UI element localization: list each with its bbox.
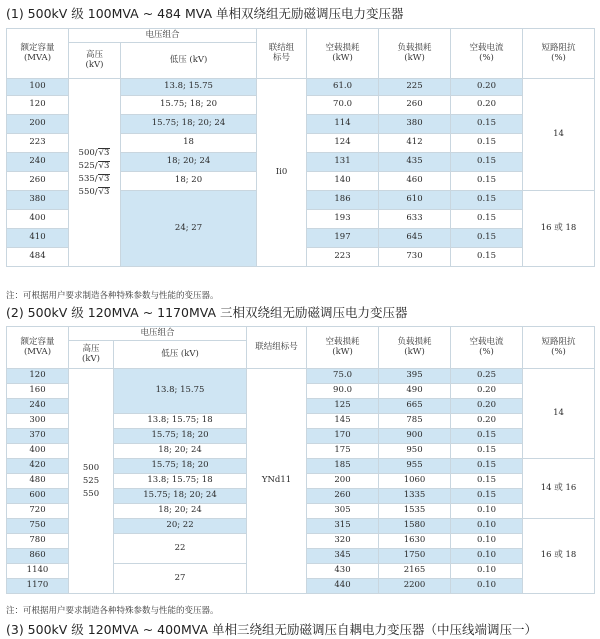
current-cell: 0.10 (451, 564, 523, 579)
lv-cell: 27 (114, 564, 247, 594)
capacity-cell: 100 (7, 79, 69, 96)
load-cell: 730 (379, 248, 451, 267)
section3-title: (3) 500kV 级 120MVA ~ 400MVA 单相三绕组无励磁调压自耦电力变压器（中压线端调压一） (6, 622, 538, 637)
current-cell: 0.15 (451, 229, 523, 248)
voltage-group-header: 电压组合 (69, 29, 257, 43)
current-cell: 0.10 (451, 549, 523, 564)
capacity-cell: 160 (7, 384, 69, 399)
current-cell: 0.10 (451, 519, 523, 534)
voltage-group-header: 电压组合 (69, 327, 247, 341)
lv-header: 低压 (kV) (114, 341, 247, 369)
hv-header: 高压 (kV) (69, 43, 121, 79)
noload-cell: 320 (307, 534, 379, 549)
capacity-cell: 223 (7, 134, 69, 153)
impedance-cell: 14 (523, 369, 595, 459)
lv-cell: 18; 20 (121, 172, 257, 191)
section1-note: 注：可根据用户要求制造各种特殊参数与性能的变压器。 (6, 291, 219, 301)
section1-table (6, 28, 595, 267)
capacity-cell: 400 (7, 210, 69, 229)
current-cell: 0.15 (451, 489, 523, 504)
current-cell: 0.15 (451, 153, 523, 172)
load-cell: 1630 (379, 534, 451, 549)
noload-cell: 345 (307, 549, 379, 564)
current-cell: 0.15 (451, 191, 523, 210)
load-loss-header: 负载损耗 (kW) (379, 327, 451, 369)
current-cell: 0.20 (451, 96, 523, 115)
capacity-cell: 240 (7, 153, 69, 172)
load-loss-header: 负载损耗 (kW) (379, 29, 451, 79)
impedance-cell: 14 (523, 79, 595, 191)
noload-cell: 70.0 (307, 96, 379, 115)
capacity-cell: 860 (7, 549, 69, 564)
capacity-cell: 410 (7, 229, 69, 248)
connection-header: 联结组 标号 (257, 29, 307, 79)
noload-cell: 315 (307, 519, 379, 534)
noload-cell: 124 (307, 134, 379, 153)
impedance-cell: 14 或 16 (523, 459, 595, 519)
lv-cell: 20; 22 (114, 519, 247, 534)
capacity-cell: 420 (7, 459, 69, 474)
noload-cell: 61.0 (307, 79, 379, 96)
connection-cell: Ii0 (257, 79, 307, 267)
section2-note: 注：可根据用户要求制造各种特殊参数与性能的变压器。 (6, 606, 219, 616)
load-cell: 610 (379, 191, 451, 210)
section1-title: (1) 500kV 级 100MVA ~ 484 MVA 单相双绕组无励磁调压电力变压器 (6, 6, 404, 21)
current-cell: 0.15 (451, 210, 523, 229)
lv-cell: 13.8; 15.75 (114, 369, 247, 414)
current-cell: 0.25 (451, 369, 523, 384)
current-cell: 0.10 (451, 579, 523, 594)
lv-cell: 13.8; 15.75; 18 (114, 474, 247, 489)
load-cell: 490 (379, 384, 451, 399)
current-cell: 0.20 (451, 79, 523, 96)
noload-cell: 185 (307, 459, 379, 474)
load-cell: 412 (379, 134, 451, 153)
load-cell: 950 (379, 444, 451, 459)
noload-current-header: 空载电流 (%) (451, 327, 523, 369)
noload-cell: 145 (307, 414, 379, 429)
current-cell: 0.10 (451, 504, 523, 519)
load-cell: 665 (379, 399, 451, 414)
current-cell: 0.15 (451, 172, 523, 191)
lv-header: 低压 (kV) (121, 43, 257, 79)
current-cell: 0.15 (451, 444, 523, 459)
noload-cell: 114 (307, 115, 379, 134)
lv-cell: 15.75; 18; 20; 24 (114, 489, 247, 504)
noload-cell: 440 (307, 579, 379, 594)
capacity-cell: 484 (7, 248, 69, 267)
load-cell: 1535 (379, 504, 451, 519)
capacity-header: 额定容量 (MVA) (7, 327, 69, 369)
current-cell: 0.15 (451, 429, 523, 444)
current-cell: 0.15 (451, 115, 523, 134)
lv-cell: 13.8; 15.75; 18 (114, 414, 247, 429)
noload-cell: 131 (307, 153, 379, 172)
capacity-cell: 480 (7, 474, 69, 489)
load-cell: 460 (379, 172, 451, 191)
load-cell: 633 (379, 210, 451, 229)
load-cell: 380 (379, 115, 451, 134)
impedance-header: 短路阻抗 (%) (523, 327, 595, 369)
capacity-cell: 200 (7, 115, 69, 134)
lv-cell: 15.75; 18; 20; 24 (121, 115, 257, 134)
load-cell: 955 (379, 459, 451, 474)
lv-cell: 18; 20; 24 (114, 444, 247, 459)
capacity-cell: 300 (7, 414, 69, 429)
noload-cell: 305 (307, 504, 379, 519)
hv-header: 高压 (kV) (69, 341, 114, 369)
noload-cell: 430 (307, 564, 379, 579)
capacity-cell: 1140 (7, 564, 69, 579)
load-cell: 2165 (379, 564, 451, 579)
hv-cell: 500 525 550 (69, 369, 114, 594)
noload-current-header: 空载电流 (%) (451, 29, 523, 79)
capacity-cell: 380 (7, 191, 69, 210)
lv-cell: 15.75; 18; 20 (114, 429, 247, 444)
lv-cell: 15.75; 18; 20 (114, 459, 247, 474)
current-cell: 0.15 (451, 459, 523, 474)
load-cell: 435 (379, 153, 451, 172)
section2-table (6, 326, 595, 594)
capacity-cell: 240 (7, 399, 69, 414)
impedance-header: 短路阻抗 (%) (523, 29, 595, 79)
noload-cell: 90.0 (307, 384, 379, 399)
load-cell: 1060 (379, 474, 451, 489)
impedance-cell: 16 或 18 (523, 519, 595, 594)
current-cell: 0.15 (451, 134, 523, 153)
load-cell: 1750 (379, 549, 451, 564)
hv-cell: 500/√3 525/√3 535/√3 550/√3 (69, 79, 121, 267)
load-cell: 645 (379, 229, 451, 248)
lv-cell: 13.8; 15.75 (121, 79, 257, 96)
load-cell: 900 (379, 429, 451, 444)
lv-cell: 18 (121, 134, 257, 153)
capacity-cell: 720 (7, 504, 69, 519)
lv-cell: 22 (114, 534, 247, 564)
load-cell: 785 (379, 414, 451, 429)
load-cell: 395 (379, 369, 451, 384)
capacity-cell: 750 (7, 519, 69, 534)
noload-cell: 223 (307, 248, 379, 267)
lv-cell: 18; 20; 24 (121, 153, 257, 172)
current-cell: 0.20 (451, 399, 523, 414)
connection-cell: YNd11 (247, 369, 307, 594)
connection-header: 联结组标号 (247, 327, 307, 369)
capacity-cell: 370 (7, 429, 69, 444)
noload-cell: 170 (307, 429, 379, 444)
current-cell: 0.20 (451, 384, 523, 399)
capacity-cell: 260 (7, 172, 69, 191)
impedance-cell: 16 或 18 (523, 191, 595, 267)
capacity-header: 额定容量 (MVA) (7, 29, 69, 79)
noload-cell: 186 (307, 191, 379, 210)
noload-loss-header: 空载损耗 (kW) (307, 29, 379, 79)
current-cell: 0.10 (451, 534, 523, 549)
capacity-cell: 780 (7, 534, 69, 549)
noload-cell: 125 (307, 399, 379, 414)
capacity-cell: 120 (7, 369, 69, 384)
current-cell: 0.15 (451, 248, 523, 267)
load-cell: 2200 (379, 579, 451, 594)
lv-cell: 24; 27 (121, 191, 257, 267)
noload-cell: 197 (307, 229, 379, 248)
capacity-cell: 400 (7, 444, 69, 459)
load-cell: 1580 (379, 519, 451, 534)
noload-cell: 260 (307, 489, 379, 504)
capacity-cell: 120 (7, 96, 69, 115)
section2-title: (2) 500kV 级 120MVA ~ 1170MVA 三相双绕组无励磁调压电力变压器 (6, 305, 408, 320)
noload-cell: 75.0 (307, 369, 379, 384)
noload-cell: 140 (307, 172, 379, 191)
load-cell: 260 (379, 96, 451, 115)
capacity-cell: 1170 (7, 579, 69, 594)
lv-cell: 15.75; 18; 20 (121, 96, 257, 115)
noload-cell: 200 (307, 474, 379, 489)
noload-cell: 193 (307, 210, 379, 229)
current-cell: 0.20 (451, 414, 523, 429)
lv-cell: 18; 20; 24 (114, 504, 247, 519)
capacity-cell: 600 (7, 489, 69, 504)
noload-loss-header: 空载损耗 (kW) (307, 327, 379, 369)
current-cell: 0.15 (451, 474, 523, 489)
load-cell: 225 (379, 79, 451, 96)
load-cell: 1335 (379, 489, 451, 504)
noload-cell: 175 (307, 444, 379, 459)
